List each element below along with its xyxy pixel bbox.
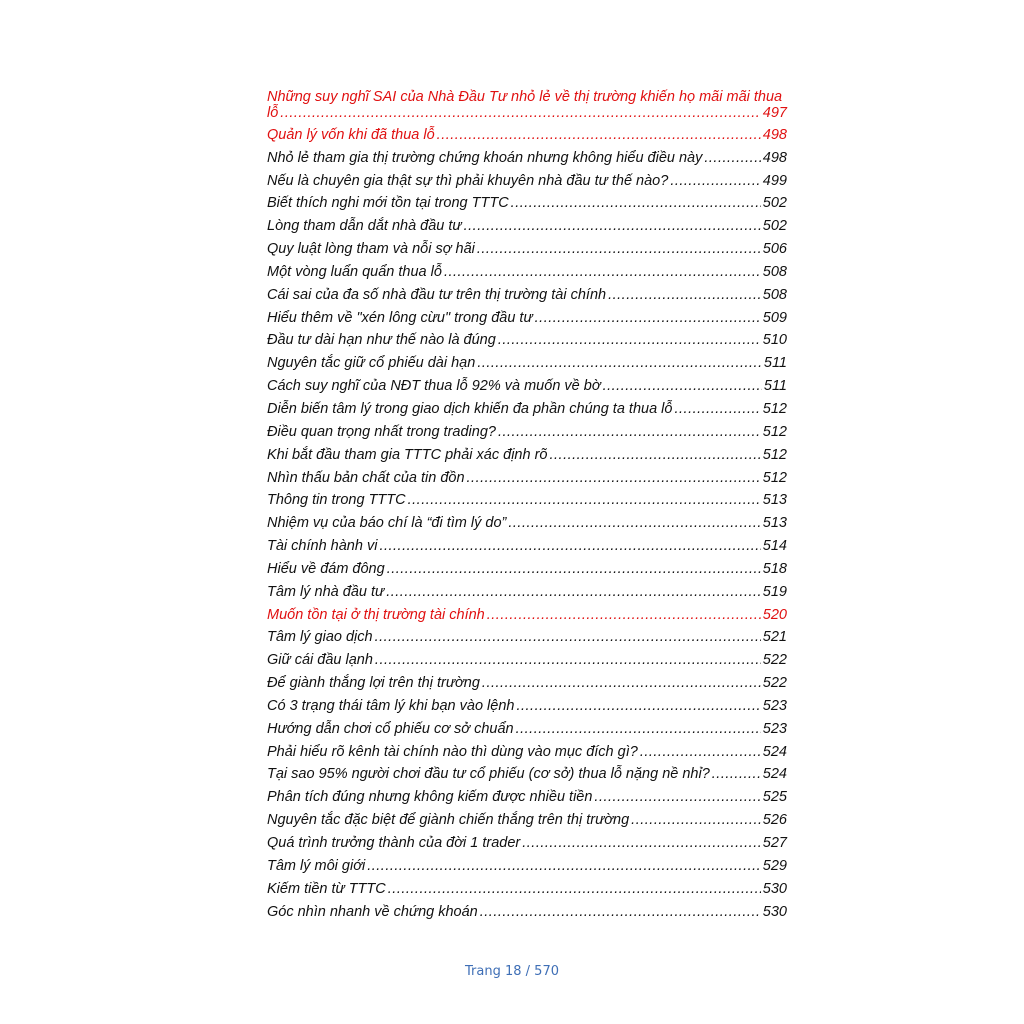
toc-entry-title: Có 3 trạng thái tâm lý khi bạn vào lệnh [267, 697, 515, 714]
toc-entry-title: Diễn biến tâm lý trong giao dịch khiến đa phần chúng ta thua lỗ [267, 400, 673, 417]
toc-entry[interactable] [267, 646, 787, 669]
toc-entry[interactable] [267, 304, 787, 327]
toc-entry-page: 498 [762, 126, 787, 143]
dot-leader [444, 264, 761, 281]
toc-entry-title: Hiểu thêm về "xén lông cừu" trong đầu tư [267, 309, 533, 326]
toc-entry-page: 522 [762, 652, 787, 669]
dot-leader [522, 835, 761, 852]
toc-entry-page: 502 [762, 195, 787, 212]
toc-entry[interactable] [267, 349, 787, 372]
page-number: Trang 18 / 570 [465, 964, 559, 979]
toc-entry-page: 513 [762, 492, 787, 509]
toc-entry-title: Muốn tồn tại ở thị trường tài chính [267, 606, 485, 623]
dot-leader [367, 858, 761, 875]
toc-entry-title: Quá trình trưởng thành của đời 1 trader [267, 835, 521, 851]
dot-leader [280, 106, 761, 121]
dot-leader [388, 881, 761, 898]
toc-entry-title: Tài chính hành vi [267, 538, 378, 555]
toc-entry[interactable] [267, 167, 787, 190]
toc-entry-page: 512 [762, 400, 787, 417]
dot-leader [482, 675, 761, 692]
toc-entry-title: Đầu tư dài hạn như thế nào là đúng [267, 332, 496, 349]
toc-entry[interactable] [267, 875, 787, 898]
dot-leader [511, 195, 761, 212]
dot-leader [498, 332, 761, 349]
toc-entry[interactable] [267, 395, 787, 418]
toc-entry[interactable] [267, 281, 787, 304]
dot-leader [387, 561, 761, 578]
toc-entry-page: 511 [763, 355, 787, 372]
toc-entry-page: 509 [762, 309, 787, 326]
toc-entry-title: Nếu là chuyên gia thật sự thì phải khuyên nhà đầu tư thế nào? [267, 172, 669, 189]
dot-leader [535, 310, 761, 327]
toc-entry[interactable] [267, 327, 787, 350]
toc-entry[interactable] [267, 898, 787, 921]
toc-entry-page: 498 [762, 149, 787, 166]
toc-entry-title: Tại sao 95% người chơi đầu tư cổ phiếu (cơ sở) thua lỗ nặng nề nhỉ? [267, 766, 710, 783]
toc-entry[interactable] [267, 624, 787, 647]
toc-entry-title: Nguyên tắc đặc biệt để giành chiến thắng trên thị trường [267, 812, 630, 829]
toc-entry-page: 530 [762, 880, 787, 897]
dot-leader [408, 492, 761, 509]
dot-leader [467, 470, 761, 487]
toc-entry-title: Một vòng luẩn quẩn thua lỗ [267, 263, 442, 280]
toc-entry[interactable] [267, 783, 787, 806]
toc-entry-title: Lòng tham dẫn dắt nhà đầu tư [267, 218, 462, 235]
toc-entry[interactable] [267, 692, 787, 715]
toc-entry[interactable] [267, 669, 787, 692]
toc-entry[interactable] [267, 578, 787, 601]
toc-entry-title: Quản lý vốn khi đã thua lỗ [267, 126, 435, 143]
toc-entry-title: Cách suy nghĩ của NĐT thua lỗ 92% và muốn về bờ [267, 378, 601, 395]
page-footer [0, 964, 1024, 979]
toc-entry-title: Tâm lý nhà đầu tư [267, 583, 385, 600]
toc-entry[interactable] [267, 418, 787, 441]
toc-entry-page: 512 [762, 469, 787, 486]
toc-entry[interactable] [267, 829, 787, 852]
toc-entry-page: 519 [762, 583, 787, 600]
toc-entry-page: 520 [762, 606, 787, 623]
toc-entry[interactable] [267, 487, 787, 510]
toc-entry-title: Thông tin trong TTTC [267, 492, 406, 509]
toc-entry[interactable] [267, 258, 787, 281]
dot-leader [516, 698, 760, 715]
dot-leader [640, 744, 761, 761]
toc-entry-title: Điều quan trọng nhất trong trading? [267, 423, 496, 440]
toc-entry-page: 523 [762, 720, 787, 737]
dot-leader [712, 766, 761, 783]
dot-leader [704, 150, 760, 167]
toc-entry[interactable] [267, 212, 787, 235]
toc-entry-page: 524 [762, 766, 787, 783]
toc-entry[interactable] [267, 738, 787, 761]
toc-entry-page: 508 [762, 263, 787, 280]
toc-entry-title: Cái sai của đa số nhà đầu tư trên thị trường tài chính [267, 286, 607, 303]
dot-leader [549, 447, 760, 464]
toc-entry-page: 529 [762, 857, 787, 874]
toc-entry-page: 521 [762, 629, 787, 646]
toc-entry-title: Những suy nghĩ SAI của Nhà Đầu Tư nhỏ lẻ về thị trường khiến họ mãi mãi thua [267, 89, 783, 105]
toc-entry-page: 506 [762, 241, 787, 258]
toc-entry[interactable] [267, 761, 787, 784]
toc-entry-title: Nhiệm vụ của báo chí là “đi tìm lý do” [267, 515, 507, 532]
toc-entry[interactable] [267, 144, 787, 167]
dot-leader [594, 789, 760, 806]
table-of-contents [267, 87, 787, 921]
dot-leader [631, 812, 761, 829]
toc-entry[interactable] [267, 555, 787, 578]
toc-entry[interactable] [267, 121, 787, 144]
toc-entry[interactable] [267, 852, 787, 875]
toc-entry-page: 499 [762, 172, 787, 189]
toc-entry-title: Tâm lý môi giới [267, 857, 366, 874]
toc-entry-title: Phải hiểu rõ kênh tài chính nào thì dùng vào mục đích gì? [267, 743, 638, 760]
toc-entry-page: 502 [762, 218, 787, 235]
toc-entry-title: Hiểu về đám đông [267, 560, 385, 577]
toc-entry-page: 510 [762, 332, 787, 349]
toc-entry-page: 526 [762, 812, 787, 829]
toc-entry-page: 525 [762, 789, 787, 806]
toc-entry-title: Quy luật lòng tham và nỗi sợ hãi [267, 241, 475, 258]
dot-leader [379, 538, 760, 555]
dot-leader [487, 607, 761, 624]
toc-entry-title: Phân tích đúng nhưng không kiếm được nhiều tiền [267, 789, 593, 806]
dot-leader [375, 652, 761, 669]
dot-leader [375, 629, 761, 646]
toc-entry[interactable] [267, 87, 787, 121]
dot-leader [498, 424, 761, 441]
toc-entry-title: Kiếm tiền từ TTTC [267, 880, 386, 897]
toc-entry-page: 511 [763, 378, 787, 395]
toc-entry-title: Hướng dẫn chơi cổ phiếu cơ sở chuẩn [267, 720, 514, 737]
toc-entry[interactable] [267, 235, 787, 258]
dot-leader [477, 241, 761, 258]
toc-entry-page: 508 [762, 286, 787, 303]
dot-leader [608, 287, 761, 304]
dot-leader [508, 515, 760, 532]
dot-leader [480, 904, 761, 921]
toc-entry[interactable] [267, 372, 787, 395]
toc-entry-page: 524 [762, 743, 787, 760]
toc-entry[interactable] [267, 715, 787, 738]
toc-entry-page: 523 [762, 697, 787, 714]
toc-entry-title: Khi bắt đầu tham gia TTTC phải xác định rõ [267, 446, 548, 463]
dot-leader [516, 721, 761, 738]
toc-entry-page: 497 [762, 105, 787, 121]
toc-entry-title: Giữ cái đầu lạnh [267, 652, 373, 669]
dot-leader [437, 127, 761, 144]
toc-entry-page: 530 [762, 903, 787, 920]
dot-leader [674, 401, 760, 418]
toc-entry-title: Để giành thắng lợi trên thị trường [267, 675, 480, 692]
toc-entry[interactable] [267, 464, 787, 487]
toc-entry-page: 527 [762, 835, 787, 851]
toc-entry-page: 514 [762, 538, 787, 555]
dot-leader [464, 218, 761, 235]
toc-entry-page: 512 [762, 423, 787, 440]
toc-entry-title: Nhỏ lẻ tham gia thị trường chứng khoán nhưng không hiểu điều này [267, 149, 703, 166]
toc-entry[interactable] [267, 532, 787, 555]
toc-entry-page: 518 [762, 560, 787, 577]
toc-entry[interactable] [267, 441, 787, 464]
toc-entry-page: 522 [762, 675, 787, 692]
toc-entry[interactable] [267, 509, 787, 532]
toc-entry-title: Nguyên tắc giữ cổ phiếu dài hạn [267, 355, 476, 372]
dot-leader [477, 355, 762, 372]
toc-entry-title: Biết thích nghi mới tồn tại trong TTTC [267, 195, 509, 212]
toc-entry[interactable] [267, 190, 787, 213]
toc-entry-title: Nhìn thấu bản chất của tin đồn [267, 469, 465, 486]
toc-entry[interactable] [267, 601, 787, 624]
toc-entry-title: Tâm lý giao dịch [267, 629, 373, 646]
toc-entry-title: Góc nhìn nhanh về chứng khoán [267, 903, 478, 920]
dot-leader [603, 378, 762, 395]
toc-entry-page: 512 [762, 446, 787, 463]
dot-leader [670, 173, 760, 190]
toc-entry-page: 513 [762, 515, 787, 532]
dot-leader [386, 584, 761, 601]
toc-entry-title-continued: lỗ [267, 105, 279, 121]
toc-entry[interactable] [267, 806, 787, 829]
